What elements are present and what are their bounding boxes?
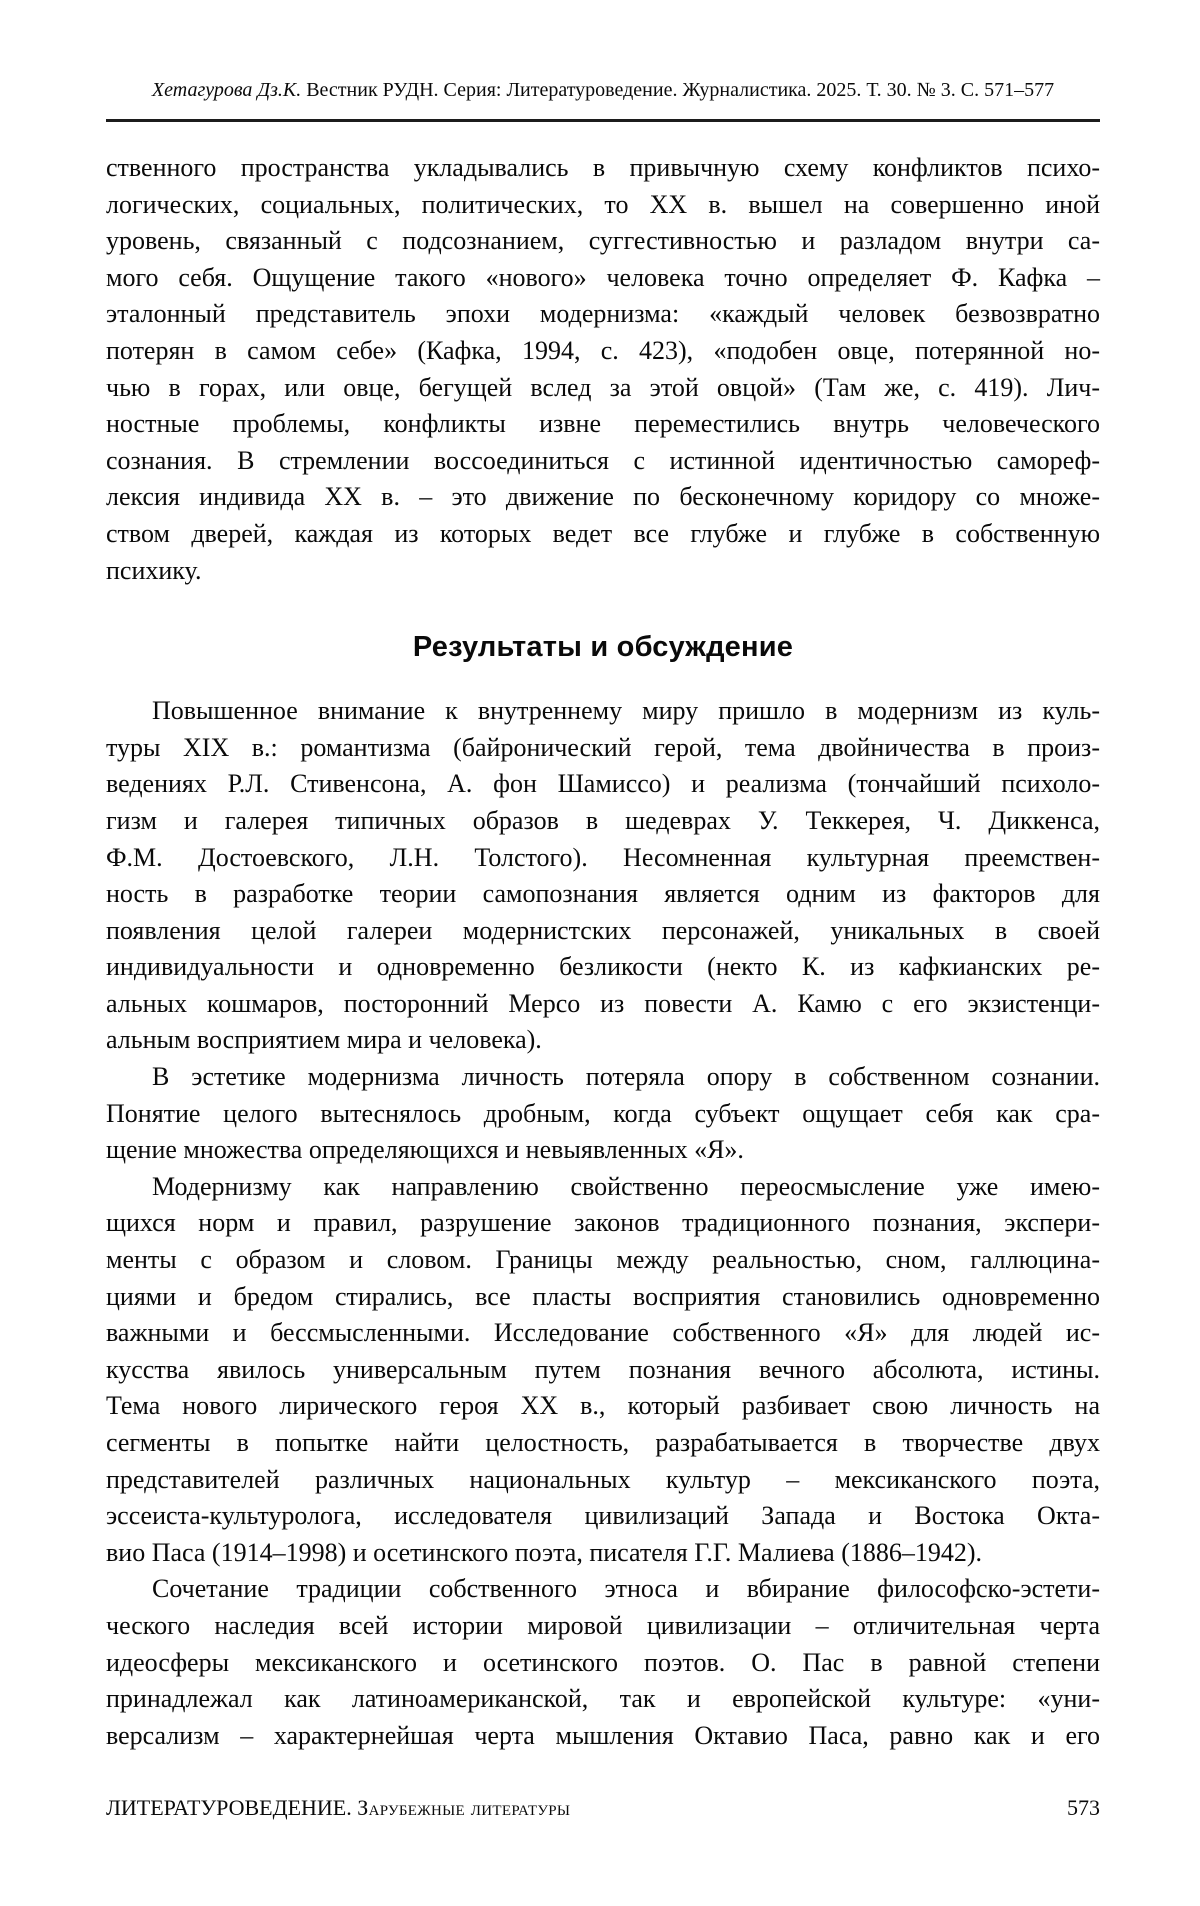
paragraph	[106, 150, 1100, 589]
text-line: циями и бредом стирались, все пласты восприятия становились одновременно	[106, 1281, 1100, 1311]
text-line: щихся норм и правил, разрушение законов традиционного познания, экспери-	[106, 1208, 1100, 1238]
results-discussion-section	[106, 693, 1100, 1754]
paragraph	[106, 1571, 1100, 1754]
section-heading: Результаты и обсуждение	[412, 631, 794, 664]
text-line: щение множества определяющихся и невыявленных «Я».	[106, 1135, 744, 1165]
intro-continuation-section	[106, 150, 1100, 589]
footer-section-label	[106, 1794, 570, 1822]
text-line: логических, социальных, политических, то XX в. вышел на совершенно иной	[106, 189, 1100, 219]
text-line: ность в разработке теории самопознания является одним из факторов для	[106, 879, 1100, 909]
footer-section-main: ЛИТЕРАТУРОВЕДЕНИЕ.	[106, 1795, 352, 1820]
paragraph	[106, 1169, 1100, 1572]
text-line: альным восприятием мира и человека).	[106, 1025, 542, 1055]
text-line: чью в горах, или овце, бегущей вслед за этой овцой» (Там же, с. 419). Лич-	[106, 372, 1100, 402]
text-line: сегменты в попытке найти целостность, разрабатывается в творчестве двух	[106, 1428, 1100, 1457]
text-line: лексия индивида XX в. – это движение по бесконечному коридору со множе-	[106, 482, 1100, 512]
text-line: Тема нового лирического героя XX в., который разбивает свою личность на	[106, 1391, 1100, 1421]
text-line: Повышенное внимание к внутреннему миру пришло в модернизм из куль-	[152, 696, 1100, 726]
text-line: уровень, связанный с подсознанием, суггестивностью и разладом внутри са-	[106, 226, 1100, 256]
running-footer	[106, 1794, 1100, 1822]
text-line: индивидуальности и одновременно безликости (некто К. из кафкианских ре-	[106, 952, 1100, 982]
text-line: эталонный представитель эпохи модернизма: «каждый человек безвозвратно	[106, 299, 1100, 329]
footer-section-sub: Зарубежные литературы	[357, 1795, 571, 1820]
article-body	[106, 150, 1100, 1754]
running-header-citation: Вестник РУДН. Серия: Литературоведение. Журналистика. 2025. Т. 30. № 3. С. 571–577	[306, 79, 1055, 101]
text-line: кусства явилось универсальным путем познания вечного абсолюта, истины.	[106, 1354, 1100, 1384]
text-line: идеосферы мексиканского и осетинского поэтов. О. Пас в равной степени	[106, 1647, 1100, 1677]
text-line: Сочетание традиции собственного этноса и вбирание философско-эстети-	[152, 1574, 1100, 1604]
running-header	[106, 78, 1100, 102]
text-line: ведениях Р.Л. Стивенсона, А. фон Шамиссо) и реализма (тончайший психоло-	[106, 769, 1100, 799]
text-line: сознания. В стремлении воссоединиться с истинной идентичностью самореф-	[106, 445, 1100, 475]
running-header-author: Хетагурова Дз.К.	[151, 79, 302, 101]
footer-page-number: 573	[1067, 1795, 1100, 1820]
text-line: эссеиста-культуролога, исследователя цивилизаций Запада и Востока Окта-	[106, 1501, 1100, 1531]
header-rule-divider	[106, 119, 1100, 122]
text-line: гизм и галерея типичных образов в шедеврах У. Теккерея, Ч. Диккенса,	[106, 805, 1100, 835]
text-line: ством дверей, каждая из которых ведет все глубже и глубже в собственную	[106, 518, 1100, 548]
text-line: принадлежал как латиноамериканской, так и европейской культуре: «уни-	[106, 1684, 1100, 1714]
text-line: туры XIX в.: романтизма (байронический герой, тема двойничества в произ-	[106, 732, 1100, 762]
text-line: Понятие целого вытеснялось дробным, когда субъект ощущает себя как сра-	[106, 1098, 1100, 1128]
text-line: В эстетике модернизма личность потеряла опору в собственном сознании.	[152, 1062, 1100, 1092]
text-line: потерян в самом себе» (Кафка, 1994, с. 423), «подобен овце, потерянной но-	[106, 335, 1100, 365]
text-line: ностные проблемы, конфликты извне переместились внутрь человеческого	[106, 409, 1100, 439]
text-line: появления целой галереи модернистских персонажей, уникальных в своей	[106, 915, 1100, 945]
text-line: вио Паса (1914–1998) и осетинского поэта, писателя Г.Г. Малиева (1886–1942).	[106, 1537, 983, 1567]
text-line: ческого наследия всей истории мировой цивилизации – отличительная черта	[106, 1610, 1100, 1640]
text-line: представителей различных национальных культур – мексиканского поэта,	[106, 1464, 1100, 1494]
text-line: альных кошмаров, посторонний Мерсо из повести А. Камю с его экзистенци-	[106, 988, 1100, 1018]
text-line: важными и бессмысленными. Исследование собственного «Я» для людей ис-	[106, 1318, 1100, 1348]
text-line: Ф.М. Достоевского, Л.Н. Толстого). Несомненная культурная преемствен-	[106, 842, 1100, 872]
text-line: менты с образом и словом. Границы между реальностью, сном, галлюцина-	[106, 1245, 1100, 1275]
text-line: психику.	[106, 555, 202, 585]
paragraph	[106, 693, 1100, 1059]
text-line: Модернизму как направлению свойственно переосмысление уже имею-	[152, 1171, 1100, 1201]
text-line: версализм – характернейшая черта мышления Октавио Паса, равно как и его	[106, 1720, 1100, 1750]
text-line: мого себя. Ощущение такого «нового» человека точно определяет Ф. Кафка –	[106, 262, 1100, 292]
text-line: ственного пространства укладывались в привычную схему конфликтов психо-	[106, 153, 1100, 182]
paragraph	[106, 1059, 1100, 1169]
